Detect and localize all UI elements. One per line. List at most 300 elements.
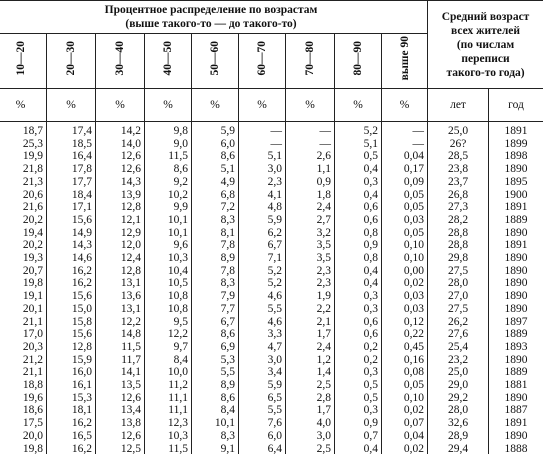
pct-10-20-cell: 20,0	[0, 430, 47, 443]
pct-50-60-cell: 5,3	[192, 354, 239, 367]
pct-over-90-cell: 0,07	[382, 417, 428, 430]
pct-over-90-cell: —	[382, 138, 428, 151]
percent-unit: %	[192, 89, 239, 122]
pct-70-80-cell: 2,6	[286, 150, 335, 163]
pct-40-50-cell: 9,6	[145, 239, 192, 252]
pct-70-80-cell: 3,5	[286, 252, 335, 265]
mean-age-cell: 26,2	[428, 316, 489, 329]
pct-80-90-cell: 0,4	[335, 443, 382, 454]
table-row	[0, 176, 543, 189]
pct-10-20-cell: 19,1	[0, 290, 47, 303]
pct-30-40-cell: 11,5	[96, 341, 145, 354]
pct-70-80-cell: 3,5	[286, 239, 335, 252]
pct-30-40-cell: 12,6	[96, 150, 145, 163]
census-year-cell: 1895	[489, 176, 543, 189]
pct-20-30-cell: 15,8	[47, 316, 96, 329]
pct-30-40-cell: 12,6	[96, 163, 145, 176]
pct-10-20-cell: 19,6	[0, 392, 47, 405]
mean-age-cell: 23,8	[428, 163, 489, 176]
pct-30-40-cell: 14,1	[96, 366, 145, 379]
pct-50-60-cell: 4,9	[192, 176, 239, 189]
pct-70-80-cell: 3,0	[286, 430, 335, 443]
pct-70-80-cell: 2,3	[286, 277, 335, 290]
pct-60-70-cell: 5,5	[239, 303, 286, 316]
pct-50-60-cell: 8,4	[192, 404, 239, 417]
pct-30-40-cell: 13,4	[96, 404, 145, 417]
pct-30-40-cell: 12,2	[96, 316, 145, 329]
age-band-label: 50—60	[209, 41, 221, 76]
pct-20-30-cell: 14,9	[47, 227, 96, 240]
pct-80-90-cell: 0,5	[335, 150, 382, 163]
pct-50-60-cell: 8,3	[192, 277, 239, 290]
group-title-line-2: (выше такого-то — до такого-то)	[125, 18, 297, 30]
pct-30-40-cell: 13,1	[96, 303, 145, 316]
pct-20-30-cell: 15,9	[47, 354, 96, 367]
pct-40-50-cell: 10,0	[145, 366, 192, 379]
table-row	[0, 316, 543, 329]
census-year-cell: 1890	[489, 265, 543, 278]
pct-40-50-cell: 9,9	[145, 201, 192, 214]
mean-age-cell: 25,4	[428, 341, 489, 354]
pct-60-70-cell: 7,1	[239, 252, 286, 265]
pct-20-30-cell: 15,6	[47, 290, 96, 303]
age-band-header	[0, 34, 47, 89]
pct-30-40-cell: 13,6	[96, 290, 145, 303]
mean-age-cell: 29,0	[428, 379, 489, 392]
group-title-line-1: Процентное распределение по возрастам	[104, 4, 318, 16]
pct-30-40-cell: 12,0	[96, 239, 145, 252]
census-year-cell: 1890	[489, 354, 543, 367]
table-row	[0, 290, 543, 303]
pct-80-90-cell: 0,4	[335, 277, 382, 290]
census-year-cell: 1888	[489, 443, 543, 454]
census-year-cell: 1890	[489, 290, 543, 303]
pct-80-90-cell: 0,6	[335, 214, 382, 227]
pct-10-20-cell: 18,6	[0, 404, 47, 417]
pct-40-50-cell: 10,5	[145, 277, 192, 290]
table-row	[0, 443, 543, 454]
pct-30-40-cell: 13,1	[96, 277, 145, 290]
pct-50-60-cell: 7,7	[192, 303, 239, 316]
mean-age-cell: 29,8	[428, 252, 489, 265]
table-row	[0, 163, 543, 176]
pct-10-20-cell: 18,7	[0, 122, 47, 138]
census-year-cell: 1889	[489, 366, 543, 379]
percent-unit: %	[47, 89, 96, 122]
pct-over-90-cell: 0,16	[382, 354, 428, 367]
pct-10-20-cell: 20,2	[0, 239, 47, 252]
pct-30-40-cell: 14,2	[96, 122, 145, 138]
pct-80-90-cell: 0,3	[335, 176, 382, 189]
table-row	[0, 189, 543, 202]
pct-80-90-cell: 5,1	[335, 138, 382, 151]
pct-70-80-cell: 4,0	[286, 417, 335, 430]
pct-20-30-cell: 17,4	[47, 122, 96, 138]
pct-10-20-cell: 21,2	[0, 354, 47, 367]
mean-age-cell: 28,8	[428, 239, 489, 252]
pct-40-50-cell: 10,1	[145, 214, 192, 227]
mean-age-cell: 25,0	[428, 366, 489, 379]
pct-20-30-cell: 18,1	[47, 404, 96, 417]
pct-70-80-cell: 3,2	[286, 227, 335, 240]
mean-age-cell: 26,8	[428, 189, 489, 202]
pct-70-80-cell: 2,1	[286, 316, 335, 329]
percent-unit: %	[0, 89, 47, 122]
table-row	[0, 328, 543, 341]
percent-unit: %	[286, 89, 335, 122]
table-row	[0, 404, 543, 417]
pct-30-40-cell: 13,8	[96, 417, 145, 430]
pct-70-80-cell: 2,2	[286, 303, 335, 316]
pct-40-50-cell: 9,2	[145, 176, 192, 189]
pct-60-70-cell: 5,2	[239, 277, 286, 290]
age-band-header	[335, 34, 382, 89]
pct-60-70-cell: —	[239, 122, 286, 138]
table-row	[0, 277, 543, 290]
pct-50-60-cell: 8,6	[192, 328, 239, 341]
age-band-label: 60—70	[256, 41, 268, 76]
pct-60-70-cell: 6,7	[239, 239, 286, 252]
percent-unit: %	[382, 89, 428, 122]
census-year-cell: 1893	[489, 341, 543, 354]
mean-age-cell: 28,0	[428, 277, 489, 290]
pct-10-20-cell: 19,3	[0, 252, 47, 265]
census-year-cell: 1891	[489, 122, 543, 138]
pct-40-50-cell: 10,2	[145, 189, 192, 202]
pct-over-90-cell: 0,02	[382, 277, 428, 290]
pct-10-20-cell: 21,1	[0, 366, 47, 379]
pct-over-90-cell: 0,02	[382, 443, 428, 454]
pct-70-80-cell: 1,2	[286, 354, 335, 367]
pct-50-60-cell: 6,7	[192, 316, 239, 329]
pct-20-30-cell: 16,2	[47, 443, 96, 454]
table-row	[0, 379, 543, 392]
pct-80-90-cell: 0,3	[335, 404, 382, 417]
table-row	[0, 341, 543, 354]
pct-20-30-cell: 17,7	[47, 176, 96, 189]
percent-unit: %	[239, 89, 286, 122]
pct-10-20-cell: 20,1	[0, 303, 47, 316]
years-unit: лет	[428, 89, 489, 122]
pct-50-60-cell: 8,6	[192, 150, 239, 163]
pct-over-90-cell: 0,04	[382, 150, 428, 163]
pct-70-80-cell: 1,4	[286, 366, 335, 379]
pct-30-40-cell: 12,5	[96, 443, 145, 454]
age-band-label: 30—40	[114, 41, 126, 76]
age-band-header	[47, 34, 96, 89]
pct-10-20-cell: 21,8	[0, 163, 47, 176]
pct-20-30-cell: 16,0	[47, 366, 96, 379]
pct-60-70-cell: 6,2	[239, 227, 286, 240]
pct-60-70-cell: 4,1	[239, 189, 286, 202]
pct-10-20-cell: 18,8	[0, 379, 47, 392]
pct-30-40-cell: 12,6	[96, 430, 145, 443]
pct-over-90-cell: —	[382, 122, 428, 138]
pct-70-80-cell: 1,7	[286, 328, 335, 341]
pct-60-70-cell: 5,1	[239, 150, 286, 163]
pct-60-70-cell: 3,3	[239, 328, 286, 341]
pct-70-80-cell: 2,8	[286, 392, 335, 405]
mean-age-title-line: переписи	[461, 52, 510, 65]
census-year-cell: 1891	[489, 201, 543, 214]
pct-80-90-cell: 0,9	[335, 417, 382, 430]
pct-50-60-cell: 8,9	[192, 252, 239, 265]
pct-40-50-cell: 9,7	[145, 341, 192, 354]
age-band-header	[145, 34, 192, 89]
pct-20-30-cell: 15,3	[47, 392, 96, 405]
pct-over-90-cell: 0,10	[382, 392, 428, 405]
pct-80-90-cell: 0,9	[335, 239, 382, 252]
pct-60-70-cell: 5,5	[239, 404, 286, 417]
pct-20-30-cell: 12,8	[47, 341, 96, 354]
pct-70-80-cell: 2,7	[286, 214, 335, 227]
pct-60-70-cell: 3,4	[239, 366, 286, 379]
census-year-cell: 1890	[489, 227, 543, 240]
pct-40-50-cell: 11,5	[145, 150, 192, 163]
table-row	[0, 252, 543, 265]
pct-40-50-cell: 9,0	[145, 138, 192, 151]
pct-70-80-cell: 1,7	[286, 404, 335, 417]
pct-60-70-cell: 4,8	[239, 201, 286, 214]
pct-80-90-cell: 0,3	[335, 303, 382, 316]
pct-50-60-cell: 8,9	[192, 379, 239, 392]
census-year-cell: 1900	[489, 189, 543, 202]
pct-20-30-cell: 18,4	[47, 189, 96, 202]
pct-over-90-cell: 0,05	[382, 379, 428, 392]
pct-40-50-cell: 12,2	[145, 328, 192, 341]
pct-50-60-cell: 5,9	[192, 122, 239, 138]
census-year-cell: 1890	[489, 252, 543, 265]
pct-10-20-cell: 21,3	[0, 176, 47, 189]
pct-40-50-cell: 9,5	[145, 316, 192, 329]
pct-40-50-cell: 11,1	[145, 392, 192, 405]
pct-60-70-cell: 7,6	[239, 417, 286, 430]
pct-40-50-cell: 10,4	[145, 265, 192, 278]
pct-40-50-cell: 8,4	[145, 354, 192, 367]
pct-20-30-cell: 14,3	[47, 239, 96, 252]
mean-age-cell: 25,0	[428, 122, 489, 138]
pct-20-30-cell: 15,6	[47, 328, 96, 341]
pct-10-20-cell: 19,8	[0, 277, 47, 290]
pct-40-50-cell: 11,5	[145, 443, 192, 454]
mean-age-title-line: всех жителей	[451, 24, 521, 37]
pct-over-90-cell: 0,03	[382, 303, 428, 316]
mean-age-cell: 29,4	[428, 443, 489, 454]
pct-50-60-cell: 8,3	[192, 214, 239, 227]
pct-50-60-cell: 7,9	[192, 290, 239, 303]
pct-over-90-cell: 0,03	[382, 214, 428, 227]
age-band-label: 70—80	[304, 41, 316, 76]
pct-70-80-cell: 1,1	[286, 163, 335, 176]
pct-40-50-cell: 10,8	[145, 290, 192, 303]
pct-80-90-cell: 0,3	[335, 290, 382, 303]
table-row	[0, 417, 543, 430]
pct-80-90-cell: 0,4	[335, 265, 382, 278]
table-row	[0, 392, 543, 405]
pct-80-90-cell: 0,8	[335, 252, 382, 265]
mean-age-cell: 27,5	[428, 303, 489, 316]
mean-age-cell: 27,6	[428, 328, 489, 341]
pct-over-90-cell: 0,04	[382, 430, 428, 443]
pct-70-80-cell: 2,4	[286, 201, 335, 214]
age-band-label: 10—20	[14, 41, 27, 76]
age-band-label: 20—30	[65, 41, 77, 76]
table-row	[0, 201, 543, 214]
pct-50-60-cell: 8,6	[192, 392, 239, 405]
census-year-cell: 1890	[489, 163, 543, 176]
census-year-cell: 1890	[489, 303, 543, 316]
pct-80-90-cell: 0,5	[335, 392, 382, 405]
pct-70-80-cell: 2,5	[286, 443, 335, 454]
table-row	[0, 214, 543, 227]
pct-60-70-cell: 6,0	[239, 430, 286, 443]
pct-80-90-cell: 0,2	[335, 354, 382, 367]
pct-30-40-cell: 12,8	[96, 201, 145, 214]
pct-30-40-cell: 13,5	[96, 379, 145, 392]
census-year-cell: 1899	[489, 138, 543, 151]
mean-age-cell: 29,2	[428, 392, 489, 405]
mean-age-title-line: такого-то года)	[446, 66, 525, 79]
pct-50-60-cell: 5,1	[192, 163, 239, 176]
pct-10-20-cell: 19,4	[0, 227, 47, 240]
age-band-header	[382, 34, 428, 89]
table-row	[0, 227, 543, 240]
pct-80-90-cell: 0,4	[335, 163, 382, 176]
pct-over-90-cell: 0,08	[382, 366, 428, 379]
pct-over-90-cell: 0,05	[382, 189, 428, 202]
pct-20-30-cell: 18,5	[47, 138, 96, 151]
pct-50-60-cell: 9,1	[192, 443, 239, 454]
pct-70-80-cell: 2,3	[286, 265, 335, 278]
mean-age-cell: 28,2	[428, 214, 489, 227]
pct-over-90-cell: 0,22	[382, 328, 428, 341]
pct-over-90-cell: 0,09	[382, 176, 428, 189]
table-header	[0, 1, 543, 122]
census-year-cell: 1889	[489, 328, 543, 341]
pct-30-40-cell: 12,4	[96, 252, 145, 265]
pct-50-60-cell: 10,1	[192, 417, 239, 430]
mean-age-cell: 28,0	[428, 404, 489, 417]
pct-50-60-cell: 6,8	[192, 189, 239, 202]
census-year-cell: 1890	[489, 392, 543, 405]
pct-60-70-cell: 6,4	[239, 443, 286, 454]
age-band-header	[286, 34, 335, 89]
pct-30-40-cell: 14,3	[96, 176, 145, 189]
pct-50-60-cell: 7,2	[192, 201, 239, 214]
pct-80-90-cell: 0,4	[335, 189, 382, 202]
pct-40-50-cell: 12,3	[145, 417, 192, 430]
pct-70-80-cell: 1,8	[286, 189, 335, 202]
pct-20-30-cell: 15,0	[47, 303, 96, 316]
pct-10-20-cell: 20,6	[0, 189, 47, 202]
pct-40-50-cell: 8,6	[145, 163, 192, 176]
census-year-cell: 1898	[489, 150, 543, 163]
table-row	[0, 265, 543, 278]
census-year-unit: год	[489, 89, 543, 122]
pct-50-60-cell: 8,1	[192, 227, 239, 240]
census-year-cell: 1887	[489, 404, 543, 417]
pct-60-70-cell: 5,2	[239, 265, 286, 278]
table-row	[0, 138, 543, 151]
table-row	[0, 303, 543, 316]
pct-60-70-cell: 3,0	[239, 163, 286, 176]
pct-20-30-cell: 16,2	[47, 277, 96, 290]
mean-age-cell: 28,8	[428, 227, 489, 240]
pct-30-40-cell: 13,9	[96, 189, 145, 202]
pct-60-70-cell: 4,7	[239, 341, 286, 354]
pct-20-30-cell: 16,2	[47, 265, 96, 278]
pct-10-20-cell: 20,3	[0, 341, 47, 354]
pct-20-30-cell: 16,2	[47, 417, 96, 430]
census-year-cell: 1890	[489, 277, 543, 290]
mean-age-cell: 26?	[428, 138, 489, 151]
pct-80-90-cell: 5,2	[335, 122, 382, 138]
age-band-label: выше 90	[398, 36, 411, 81]
census-year-cell: 1889	[489, 214, 543, 227]
pct-50-60-cell: 7,8	[192, 239, 239, 252]
census-year-cell: 1891	[489, 239, 543, 252]
pct-20-30-cell: 17,1	[47, 201, 96, 214]
pct-40-50-cell: 9,8	[145, 122, 192, 138]
mean-age-cell: 23,2	[428, 354, 489, 367]
pct-30-40-cell: 12,9	[96, 227, 145, 240]
pct-10-20-cell: 19,8	[0, 443, 47, 454]
percent-unit: %	[96, 89, 145, 122]
pct-50-60-cell: 8,3	[192, 430, 239, 443]
pct-10-20-cell: 20,7	[0, 265, 47, 278]
census-year-cell: 1881	[489, 379, 543, 392]
mean-age-cell: 27,5	[428, 265, 489, 278]
pct-over-90-cell: 0,05	[382, 227, 428, 240]
pct-20-30-cell: 17,8	[47, 163, 96, 176]
pct-80-90-cell: 0,6	[335, 201, 382, 214]
pct-80-90-cell: 0,6	[335, 328, 382, 341]
pct-10-20-cell: 19,9	[0, 150, 47, 163]
pct-30-40-cell: 11,7	[96, 354, 145, 367]
table-row	[0, 354, 543, 367]
age-band-header	[192, 34, 239, 89]
pct-30-40-cell: 14,8	[96, 328, 145, 341]
pct-20-30-cell: 15,6	[47, 214, 96, 227]
pct-60-70-cell: 3,0	[239, 354, 286, 367]
pct-30-40-cell: 12,6	[96, 392, 145, 405]
pct-40-50-cell: 10,8	[145, 303, 192, 316]
table-body	[0, 122, 543, 454]
pct-over-90-cell: 0,45	[382, 341, 428, 354]
pct-80-90-cell: 0,7	[335, 430, 382, 443]
age-group-title	[0, 1, 428, 34]
mean-age-cell: 27,0	[428, 290, 489, 303]
pct-50-60-cell: 6,0	[192, 138, 239, 151]
pct-20-30-cell: 16,1	[47, 379, 96, 392]
pct-over-90-cell: 0,05	[382, 201, 428, 214]
pct-60-70-cell: 5,9	[239, 214, 286, 227]
pct-80-90-cell: 0,3	[335, 366, 382, 379]
pct-30-40-cell: 12,1	[96, 214, 145, 227]
table-row	[0, 430, 543, 443]
pct-over-90-cell: 0,17	[382, 163, 428, 176]
pct-40-50-cell: 11,2	[145, 379, 192, 392]
pct-50-60-cell: 6,9	[192, 341, 239, 354]
pct-40-50-cell: 10,3	[145, 252, 192, 265]
pct-40-50-cell: 10,1	[145, 227, 192, 240]
pct-10-20-cell: 17,0	[0, 328, 47, 341]
mean-age-cell: 23,7	[428, 176, 489, 189]
age-band-label: 40—50	[162, 41, 174, 76]
pct-over-90-cell: 0,00	[382, 265, 428, 278]
pct-60-70-cell: —	[239, 138, 286, 151]
census-year-cell: 1897	[489, 316, 543, 329]
